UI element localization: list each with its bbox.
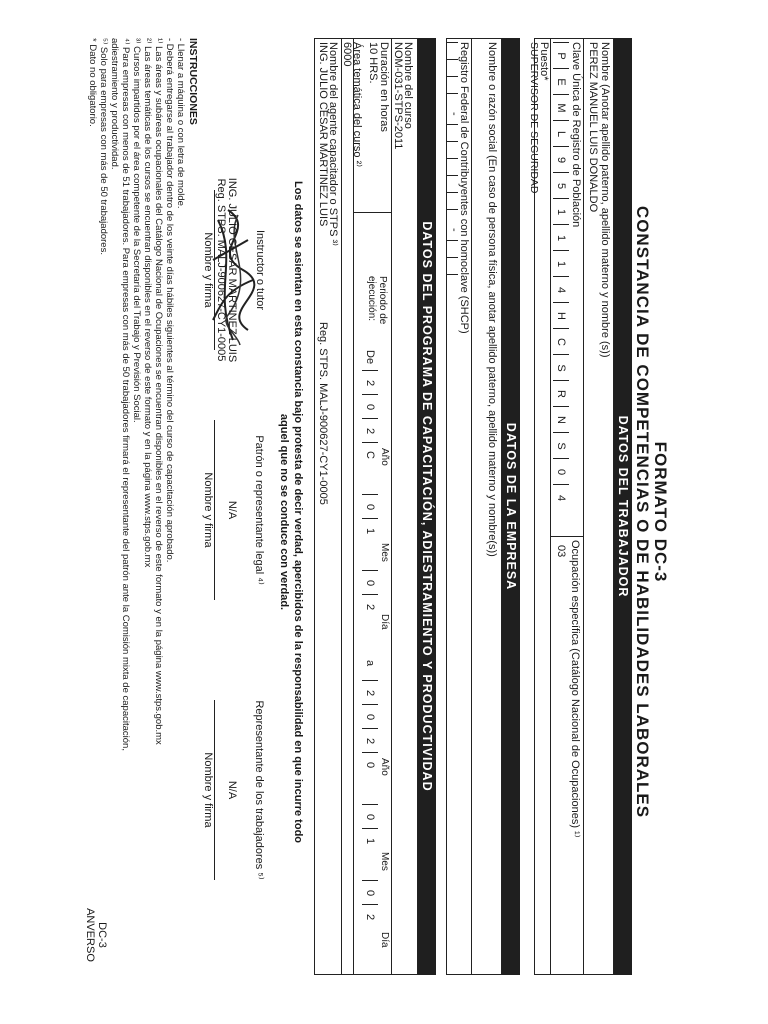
occupation-value: 03 — [555, 545, 567, 558]
period-label: Periodo de — [377, 276, 388, 325]
agent-registration: Reg. STPS. MALJ-900627-CY1-0005 — [317, 322, 329, 505]
workers-title: Representante de los trabajadores ⁵⁾ — [253, 700, 265, 880]
position-label: Puesto* — [538, 42, 550, 81]
instruction-line: ²⁾ Las áreas temáticas de los cursos se encuentran disponibles en el reverso de este formato y en la página www.stps.gob.mx — [142, 38, 153, 568]
from-date-char-2: 0 — [362, 394, 378, 419]
from-date-char-1: 2 — [362, 370, 378, 395]
to-date-char-5: 0 — [362, 804, 378, 829]
signature-line — [214, 420, 215, 600]
rfc-separator: - — [448, 228, 460, 232]
from-date-char-4: C — [362, 442, 378, 467]
instruction-line: - Llenar a máquina o con letra de molde. — [175, 38, 186, 209]
to-day-label: Día — [379, 932, 390, 948]
to-year-label: Año — [379, 758, 390, 776]
from-date-char-6: 1 — [362, 518, 378, 543]
divider — [391, 38, 392, 975]
worker-name-value: PEREZ MANUEL LUIS DONALDO — [587, 42, 599, 213]
course-label: Nombre del curso — [402, 42, 414, 129]
divider — [550, 38, 551, 975]
rfc-box-13 — [446, 274, 458, 292]
position-value: SUPERVISOR DE SEGURIDAD — [528, 42, 540, 194]
to-label: a — [364, 660, 376, 667]
divider — [583, 38, 584, 975]
area-label: Área temática del curso ²⁾ — [351, 42, 363, 167]
rfc-separator: - — [448, 112, 460, 116]
curp-char-17: 0 — [553, 458, 569, 485]
from-date-char-7: 0 — [362, 570, 378, 595]
employer-caption: Nombre y firma — [202, 472, 214, 548]
instructor-registration: Reg. STPS. MALJ-900627-CY1-0005 — [215, 178, 227, 362]
instruction-line: ¹⁾ Las áreas y subáreas ocupacionales del Catálogo Nacional de Ocupaciones se encuentran disponibles en el reverso de este formato y en la página www.stps.gob.mx — [153, 38, 164, 745]
to-date-char-4: 0 — [362, 752, 378, 777]
to-date-char-2: 0 — [362, 704, 378, 729]
rfc-box-9 — [446, 192, 458, 210]
curp-boxes — [553, 42, 569, 522]
to-date-char-1: 2 — [362, 680, 378, 705]
curp-char-12: C — [553, 328, 569, 355]
divider — [354, 212, 392, 213]
rfc-box-2 — [446, 59, 458, 77]
program-section-band: DATOS DEL PROGRAMA DE CAPACITACIÓN, ADIESTRAMIENTO Y PRODUCTIVIDAD — [418, 38, 436, 975]
employer-title: Patrón o representante legal ⁴⁾ — [253, 435, 265, 585]
divider — [551, 536, 584, 537]
company-name-label: Nombre o razón social (En caso de persona física, anotar apellido paterno, apellido materno y nombre(s)) — [486, 42, 498, 557]
area-value: 6000 — [341, 42, 353, 67]
instructor-caption: Nombre y firma — [202, 232, 214, 308]
instructions-heading: INSTRUCCIONES — [187, 38, 199, 125]
signature-line — [214, 700, 215, 880]
footer-side: ANVERSO — [84, 908, 96, 962]
curp-label: Clave Única de Registro de Población — [570, 42, 582, 228]
declaration-line-2: aquel que no se conduce con verdad. — [278, 413, 290, 611]
curp-char-5: 9 — [553, 146, 569, 173]
curp-char-4: L — [553, 120, 569, 147]
divider — [353, 38, 354, 975]
curp-char-2: E — [553, 68, 569, 95]
worker-name-label: Nombre (Anotar apellido paterno, apellido materno y nombre (s)) — [599, 42, 611, 358]
curp-char-13: S — [553, 354, 569, 381]
rfc-box-10 — [446, 209, 458, 227]
instruction-line: ⁵⁾ Solo para empresas con más de 50 trabajadores. — [98, 38, 109, 255]
format-title: FORMATO DC-3 — [651, 441, 670, 583]
rfc-box-11 — [446, 240, 458, 258]
duration-label: Duración en horas — [378, 42, 390, 132]
company-section-band: DATOS DE LA EMPRESA — [502, 38, 520, 975]
signature-line — [214, 190, 215, 350]
from-date-char-8: 2 — [362, 594, 378, 619]
declaration-line-1: Los datos se asientan en esta constancia bajo protesta de decir verdad, apercibidos de la responsabilidad en que incurre todo — [292, 180, 304, 844]
curp-char-14: R — [553, 380, 569, 407]
to-date-char-3: 2 — [362, 728, 378, 753]
document-title: CONSTANCIA DE COMPETENCIAS O DE HABILIDADES LABORALES — [633, 205, 652, 819]
rfc-boxes — [446, 42, 458, 382]
agent-value: ING. JULIO CESAR MARTINEZ LUIS — [317, 42, 329, 227]
divider — [471, 38, 472, 975]
rfc-box-6 — [446, 141, 458, 159]
curp-char-7: 1 — [553, 198, 569, 225]
rfc-box-5 — [446, 124, 458, 142]
worker-section-band: DATOS DEL TRABAJADOR — [614, 38, 632, 975]
rfc-box-1 — [446, 42, 458, 60]
from-label: De — [364, 350, 376, 365]
period-label-2: ejecución: — [366, 276, 377, 322]
divider — [341, 38, 342, 975]
course-value: NOM-031-STPS-2011 — [392, 42, 404, 150]
curp-char-6: 5 — [553, 172, 569, 199]
curp-char-16: S — [553, 432, 569, 459]
agent-label: Nombre del agente capacitador o STPS ³⁾ — [327, 42, 339, 246]
rfc-box-12 — [446, 257, 458, 275]
to-date-char-6: 1 — [362, 828, 378, 853]
from-date-char-3: 2 — [362, 418, 378, 443]
curp-char-8: 1 — [553, 224, 569, 251]
instruction-line: ³⁾ Cursos impartidos por el área competente de la Secretaría del Trabajo y Previsión Social. — [131, 38, 142, 423]
curp-char-9: 1 — [553, 250, 569, 277]
rfc-box-7 — [446, 158, 458, 176]
curp-char-15: N — [553, 406, 569, 433]
to-date-char-8: 2 — [362, 904, 378, 929]
instruction-line: * Dato no obligatorio. — [87, 38, 98, 127]
instructor-title: Instructor o tutor — [254, 229, 266, 311]
rfc-box-4 — [446, 93, 458, 111]
footer-code: DC-3 — [96, 922, 108, 948]
rfc-label: Registro Federal de Contribuyentes con homoclave (SHCP) — [458, 42, 470, 334]
curp-char-10: 4 — [553, 276, 569, 303]
workers-name: N/A — [226, 780, 238, 800]
from-day-label: Día — [379, 614, 390, 630]
employer-name: N/A — [226, 500, 238, 520]
instruction-line: - Deberá entregarse al trabajador dentro de los veinte días hábiles siguientes al término del curso de capacitación aprobado. — [164, 38, 175, 563]
to-date-char-7: 0 — [362, 880, 378, 905]
instruction-line: adiestramiento y productividad. — [109, 38, 120, 170]
instructor-name: ING. JULIO CESAR MARTINEZ LUIS — [226, 177, 238, 363]
rfc-box-8 — [446, 175, 458, 193]
from-year-label: Año — [379, 448, 390, 466]
rfc-box-3 — [446, 76, 458, 94]
curp-char-11: H — [553, 302, 569, 329]
curp-char-1: P — [553, 42, 569, 69]
to-month-label: Mes — [379, 852, 390, 871]
occupation-label: Ocupación específica (Catálogo Nacional de Ocupaciones) ¹⁾ — [569, 540, 581, 838]
curp-char-18: 4 — [553, 484, 569, 511]
workers-caption: Nombre y firma — [202, 752, 214, 828]
from-date-char-5: 0 — [362, 494, 378, 519]
from-month-label: Mes — [379, 543, 390, 562]
duration-value: 10 HRS. — [367, 42, 379, 84]
curp-char-3: M — [553, 94, 569, 121]
instruction-line: ⁴⁾ Para empresas con menos de 51 trabajadores. Para empresas con más de 50 trabajadores firmará el representante del patrón ante la Comisión mixta de capacitación, — [120, 38, 131, 751]
